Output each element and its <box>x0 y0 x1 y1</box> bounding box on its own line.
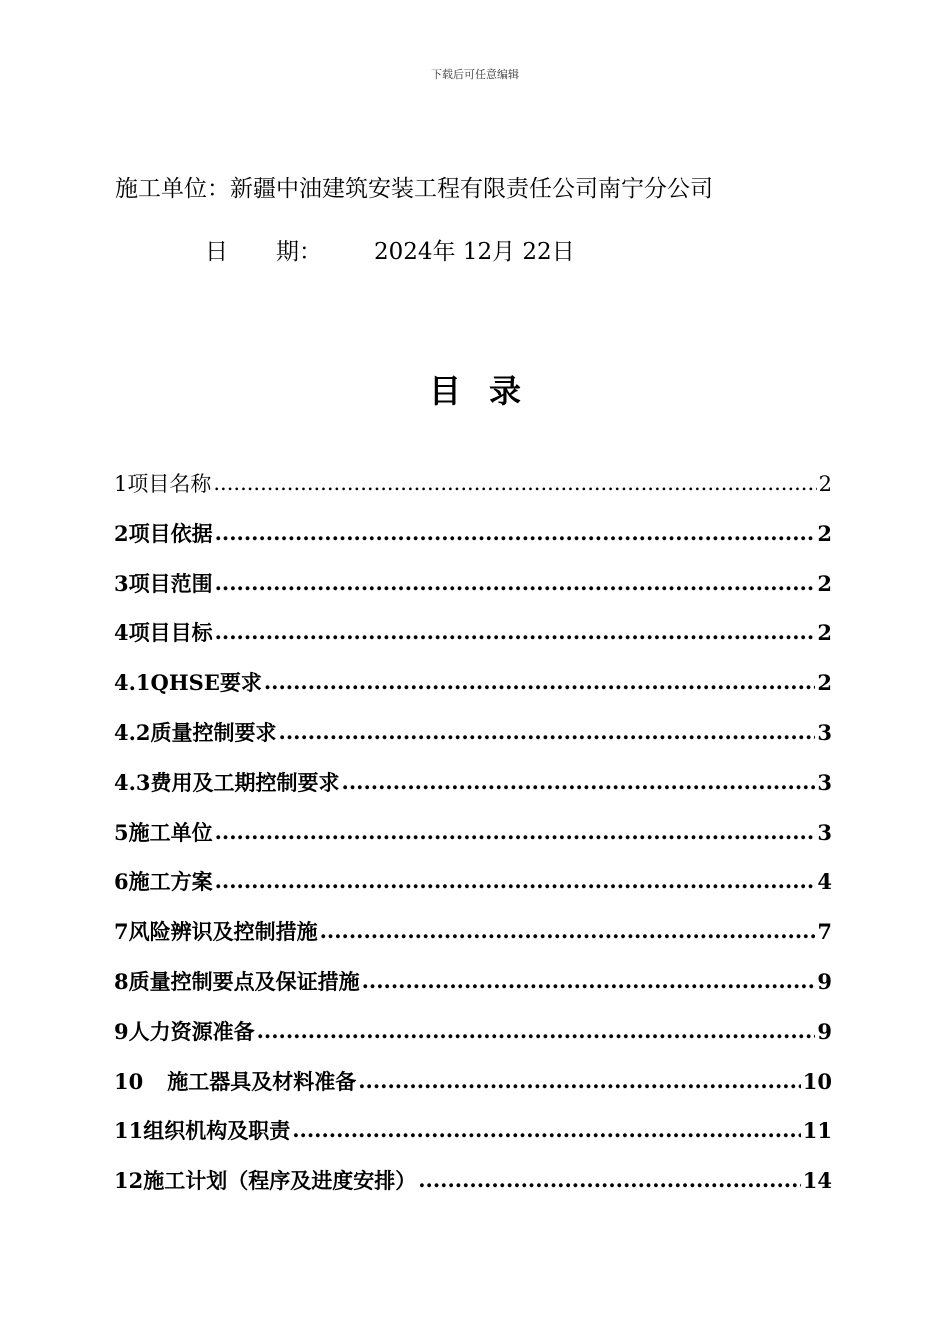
toc-item[interactable] <box>114 1165 832 1215</box>
toc-item[interactable] <box>114 866 832 916</box>
toc-text: 费用及工期控制要求 <box>150 769 340 795</box>
toc-item[interactable] <box>114 667 832 717</box>
toc-text: 人力资源准备 <box>128 1018 255 1044</box>
toc-page: 2 <box>818 472 832 496</box>
toc-page: 3 <box>817 719 832 745</box>
toc-page: 3 <box>817 769 832 795</box>
toc-item[interactable] <box>114 717 832 767</box>
toc-item[interactable] <box>114 617 832 667</box>
toc-number: 2 <box>114 520 129 546</box>
date-value: 2024年 12月 22日 <box>374 239 575 265</box>
toc-page: 11 <box>802 1118 832 1144</box>
date-line <box>205 233 575 266</box>
toc-page: 9 <box>817 968 832 994</box>
toc-number: 9 <box>114 1018 129 1044</box>
toc-page: 9 <box>817 1018 832 1044</box>
toc-number: 1 <box>114 472 128 496</box>
toc-title: 目录 <box>428 372 549 410</box>
toc-item[interactable] <box>114 518 832 568</box>
toc-number: 6 <box>114 869 129 895</box>
toc-page: 2 <box>817 620 832 646</box>
toc-item[interactable] <box>114 767 832 817</box>
date-label-2: 期： <box>276 239 322 265</box>
toc-page: 10 <box>802 1068 832 1094</box>
toc-number: 12 <box>114 1168 144 1194</box>
toc-leader <box>264 669 816 694</box>
toc-page: 14 <box>802 1168 832 1194</box>
toc-number: 10 <box>114 1068 144 1094</box>
toc-text: 项目名称 <box>127 472 212 496</box>
toc-text: 项目范围 <box>128 570 213 596</box>
toc-text: 施工单位 <box>128 819 213 845</box>
toc-leader <box>257 1018 816 1043</box>
toc-item[interactable] <box>114 916 832 966</box>
toc-number: 3 <box>114 570 129 596</box>
toc-item[interactable] <box>114 1016 832 1066</box>
header-note: 下载后可任意编辑 <box>431 68 519 81</box>
toc-text: 项目目标 <box>128 620 213 646</box>
toc-leader <box>215 570 816 595</box>
toc-item[interactable] <box>114 468 832 518</box>
toc-text: 施工器具及材料准备 <box>167 1068 357 1094</box>
toc-leader <box>292 1117 801 1142</box>
construction-unit: 施工单位：新疆中油建筑安装工程有限责任公司南宁分公司 <box>115 176 713 202</box>
toc-leader <box>418 1167 801 1192</box>
toc-page: 2 <box>817 670 832 696</box>
table-of-contents <box>114 468 832 1215</box>
toc-text: 项目依据 <box>128 520 213 546</box>
toc-item[interactable] <box>114 817 832 867</box>
toc-number: 4 <box>114 620 129 646</box>
toc-text: 质量控制要求 <box>150 719 277 745</box>
toc-leader <box>215 819 816 844</box>
toc-page: 4 <box>817 869 832 895</box>
toc-leader <box>279 719 816 744</box>
toc-number: 8 <box>114 968 129 994</box>
toc-leader <box>362 968 816 993</box>
toc-leader <box>213 471 816 495</box>
toc-number: 5 <box>114 819 129 845</box>
toc-leader <box>215 868 816 893</box>
toc-number: 4.3 <box>114 769 151 795</box>
toc-text: 施工方案 <box>128 869 213 895</box>
toc-leader <box>358 1068 801 1093</box>
toc-item[interactable] <box>114 1115 832 1165</box>
toc-leader <box>320 918 816 943</box>
toc-page: 3 <box>817 819 832 845</box>
toc-number: 4.1 <box>114 670 151 696</box>
toc-leader <box>215 520 816 545</box>
toc-number: 4.2 <box>114 719 151 745</box>
toc-page: 2 <box>817 570 832 596</box>
toc-number: 11 <box>114 1118 144 1144</box>
toc-item[interactable] <box>114 966 832 1016</box>
toc-page: 7 <box>817 919 832 945</box>
toc-text: 风险辨识及控制措施 <box>128 919 318 945</box>
toc-item[interactable] <box>114 1066 832 1116</box>
toc-page: 2 <box>817 520 832 546</box>
toc-leader <box>215 619 816 644</box>
toc-leader <box>342 769 816 794</box>
date-label-1: 日 <box>205 239 228 265</box>
toc-item[interactable] <box>114 568 832 618</box>
toc-number: 7 <box>114 919 129 945</box>
toc-text: 施工计划（程序及进度安排） <box>143 1168 417 1194</box>
toc-text: 质量控制要点及保证措施 <box>128 968 360 994</box>
toc-text: 组织机构及职责 <box>143 1118 291 1144</box>
toc-text: QHSE要求 <box>150 670 262 696</box>
